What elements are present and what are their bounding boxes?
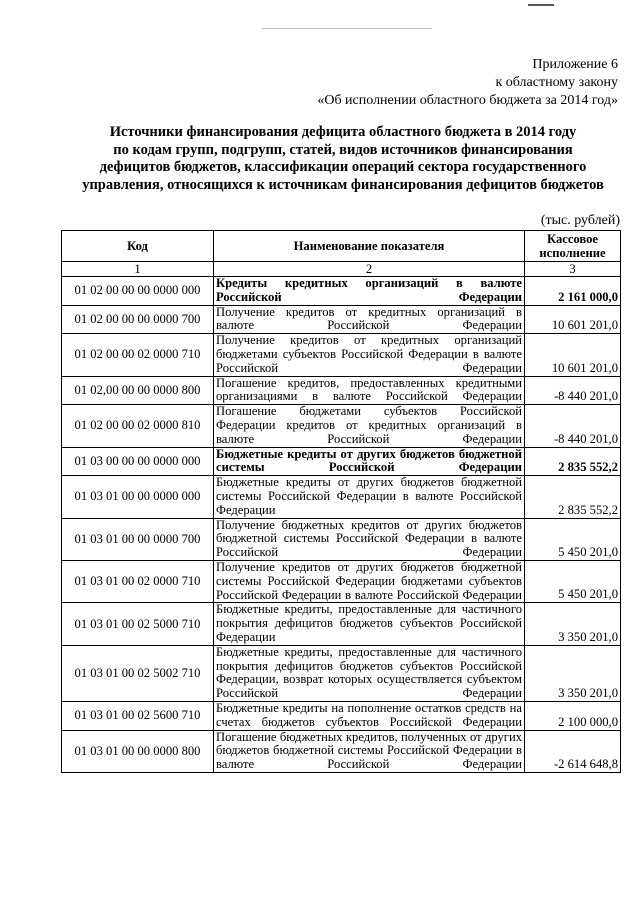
row-amount: -2 614 648,8: [525, 730, 621, 772]
table-header-row: [62, 231, 621, 262]
column-number: 2: [214, 262, 525, 277]
row-amount: 10 601 201,0: [525, 334, 621, 376]
row-amount: 5 450 201,0: [525, 518, 621, 560]
table-row: [62, 730, 621, 772]
annex-line: «Об исполнении областного бюджета за 2014 год»: [317, 93, 618, 108]
row-amount: 3 350 201,0: [525, 645, 621, 701]
row-code: 01 02 00 00 00 0000 000: [62, 277, 214, 306]
annex-line: к областному закону: [495, 75, 618, 90]
row-name: Бюджетные кредиты на пополнение остатков средств на счетах бюджетов субъектов Российской Федерации: [214, 701, 525, 730]
row-name: Бюджетные кредиты от других бюджетов бюджетной системы Российской Федерации: [214, 447, 525, 476]
scan-mark: [528, 4, 554, 6]
row-code: 01 03 01 00 00 0000 700: [62, 518, 214, 560]
row-name: Получение бюджетных кредитов от других бюджетов бюджетной системы Российской Федерации в валюте Российской Федерации: [214, 518, 525, 560]
table-row: [62, 645, 621, 701]
annex-block: [317, 56, 618, 110]
row-amount: 3 350 201,0: [525, 603, 621, 645]
scan-mark: [262, 28, 432, 29]
row-name: Получение кредитов от кредитных организаций в валюте Российской Федерации: [214, 305, 525, 334]
row-name: Погашение бюджетных кредитов, полученных от других бюджетов бюджетной системы Российской Федерации в валюте Российской Федерации: [214, 730, 525, 772]
row-amount: 10 601 201,0: [525, 305, 621, 334]
document-title: [60, 124, 626, 194]
row-amount: 2 100 000,0: [525, 701, 621, 730]
row-name: Получение кредитов от других бюджетов бюджетной системы Российской Федерации бюджетами субъектов Российской Федерации в валюте Российской Федерации: [214, 560, 525, 602]
table-row: [62, 305, 621, 334]
table-row: [62, 603, 621, 645]
row-code: 01 03 01 00 00 0000 800: [62, 730, 214, 772]
header-code: Код: [62, 231, 214, 262]
row-code: 01 02,00 00 00 0000 800: [62, 376, 214, 405]
table-row: [62, 560, 621, 602]
table-row: [62, 476, 621, 518]
row-amount: -8 440 201,0: [525, 376, 621, 405]
row-code: 01 03 01 00 02 5002 710: [62, 645, 214, 701]
title-line: по кодам групп, подгрупп, статей, видов источников финансирования: [113, 141, 573, 158]
column-number: 1: [62, 262, 214, 277]
row-name: Бюджетные кредиты, предоставленные для частичного покрытия дефицитов бюджетов субъектов Российской Федерации: [214, 603, 525, 645]
column-number-row: [62, 262, 621, 277]
row-name: Погашение кредитов, предоставленных кредитными организациями в валюте Российской Федерации: [214, 376, 525, 405]
table-row: [62, 447, 621, 476]
row-code: 01 03 01 00 02 5000 710: [62, 603, 214, 645]
header-name: Наименование показателя: [214, 231, 525, 262]
row-code: 01 03 00 00 00 0000 000: [62, 447, 214, 476]
row-amount: -8 440 201,0: [525, 405, 621, 447]
row-name: Погашение бюджетами субъектов Российской Федерации кредитов от кредитных организаций в валюте Российской Федерации: [214, 405, 525, 447]
row-amount: 2 835 552,2: [525, 447, 621, 476]
row-code: 01 02 00 00 02 0000 710: [62, 334, 214, 376]
header-amount: Кассовое исполнение: [525, 231, 621, 262]
annex-line: Приложение 6: [532, 57, 618, 72]
table-row: [62, 376, 621, 405]
row-name: Бюджетные кредиты от других бюджетов бюджетной системы Российской Федерации в валюте Российской Федерации: [214, 476, 525, 518]
row-code: 01 03 01 00 02 0000 710: [62, 560, 214, 602]
sources-table: [61, 230, 621, 773]
table-row: [62, 405, 621, 447]
table-row: [62, 334, 621, 376]
table-row: [62, 701, 621, 730]
row-name: Бюджетные кредиты, предоставленные для частичного покрытия дефицитов бюджетов субъектов Российской Федерации, возврат которых осуществляется субъектом Российской Федерации: [214, 645, 525, 701]
title-line: Источники финансирования дефицита областного бюджета в 2014 году: [109, 124, 577, 140]
table-row: [62, 277, 621, 306]
row-name: Получение кредитов от кредитных организаций бюджетами субъектов Российской Федерации в валюте Российской Федерации: [214, 334, 525, 376]
row-code: 01 03 01 00 00 0000 000: [62, 476, 214, 518]
column-number: 3: [525, 262, 621, 277]
row-amount: 2 161 000,0: [525, 277, 621, 306]
table-row: [62, 518, 621, 560]
row-code: 01 02 00 00 00 0000 700: [62, 305, 214, 334]
row-amount: 2 835 552,2: [525, 476, 621, 518]
row-code: 01 03 01 00 02 5600 710: [62, 701, 214, 730]
title-line: управления, относящихся к источникам финансирования дефицитов бюджетов: [82, 176, 604, 193]
row-name: Кредиты кредитных организаций в валюте Российской Федерации: [214, 277, 525, 306]
row-amount: 5 450 201,0: [525, 560, 621, 602]
units-label: (тыс. рублей): [540, 213, 620, 228]
title-line: дефицитов бюджетов, классификации операций сектора государственного: [99, 159, 587, 175]
row-code: 01 02 00 00 02 0000 810: [62, 405, 214, 447]
